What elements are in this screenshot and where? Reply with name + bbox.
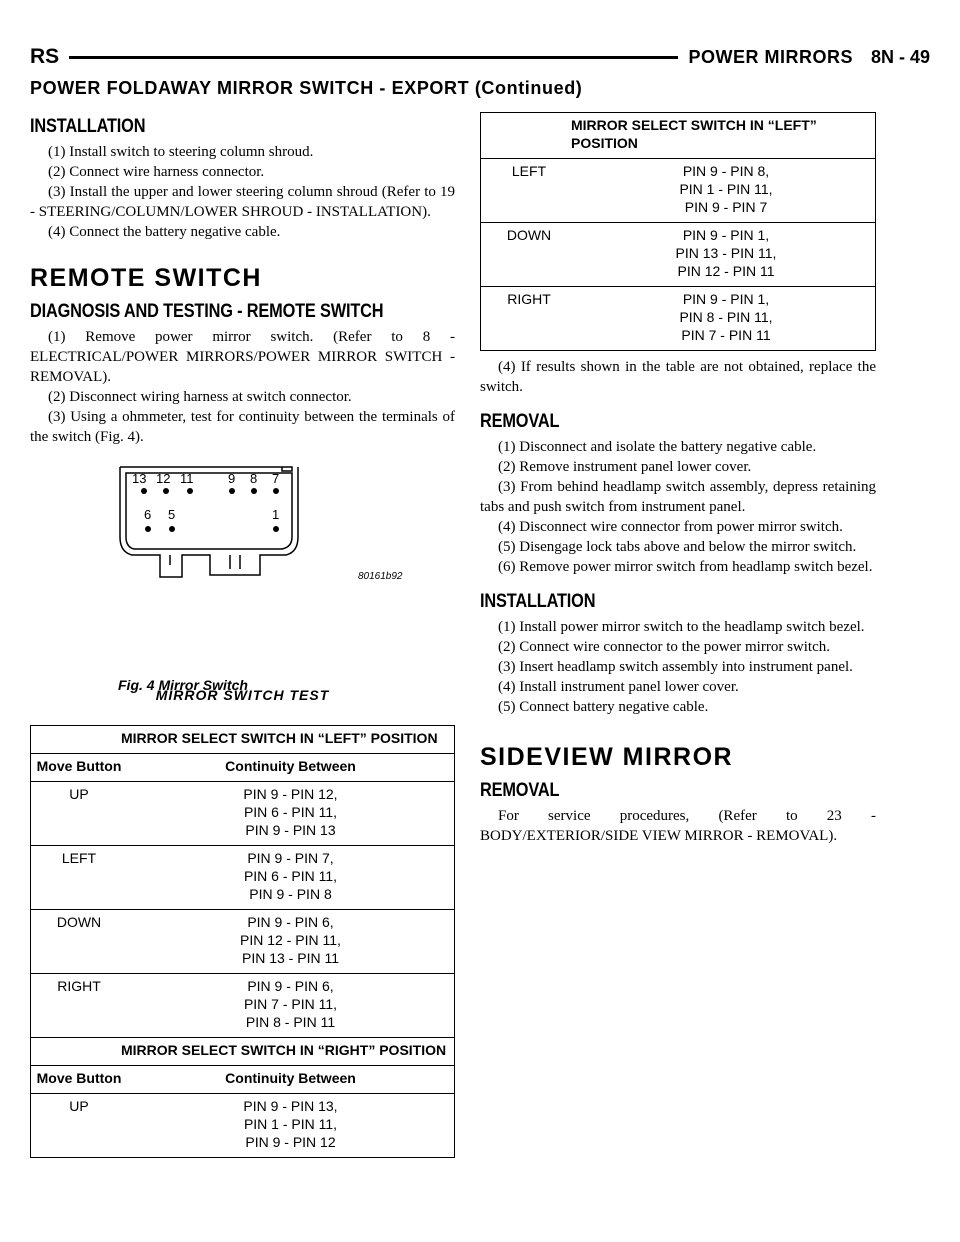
install-step: (5) Connect battery negative cable. — [498, 699, 709, 715]
header-section-code: RS — [30, 45, 60, 68]
page-header — [30, 44, 930, 70]
pin-label: 1 — [272, 507, 280, 522]
row-button: LEFT — [481, 159, 578, 223]
row-pins: PIN 9 - PIN 13, PIN 1 - PIN 11, PIN 9 - PIN 12 — [127, 1094, 455, 1158]
install-step: (3) Insert headlamp switch assembly into instrument panel. — [498, 659, 853, 675]
page-number: 8N - 49 — [870, 46, 930, 67]
pin-label: 6 — [144, 507, 152, 522]
install-step: (1) Install power mirror switch to the headlamp switch bezel. — [498, 619, 865, 635]
table-row — [481, 287, 876, 351]
removal-step: (2) Remove instrument panel lower cover. — [498, 459, 752, 475]
figure-caption: Fig. 4 Mirror Switch — [118, 677, 248, 693]
mirror-switch-diagram — [110, 457, 420, 672]
pin-label: 13 — [132, 471, 147, 486]
row-button: RIGHT — [481, 287, 578, 351]
install-step: (2) Connect wire connector to the power mirror switch. — [498, 639, 830, 655]
removal-step: (5) Disengage lock tabs above and below the mirror switch. — [498, 539, 857, 555]
table-section-header: MIRROR SELECT SWITCH IN “LEFT” POSITION — [481, 113, 876, 159]
table-section-header: MIRROR SELECT SWITCH IN “LEFT” POSITION — [31, 726, 455, 754]
figure-mirror-switch — [30, 455, 455, 693]
install-step: (1) Install switch to steering column shroud. — [48, 144, 314, 160]
col-header-continuity: Continuity Between — [127, 754, 455, 782]
row-pins: PIN 9 - PIN 6, PIN 12 - PIN 11, PIN 13 - PIN 11 — [127, 910, 455, 974]
row-button: DOWN — [31, 910, 128, 974]
col-header-continuity: Continuity Between — [127, 1066, 455, 1094]
left-column — [30, 108, 455, 1158]
table-row — [481, 159, 876, 223]
diag-step: (1) Remove power mirror switch. (Refer to 8 - ELECTRICAL/POWER MIRRORS/POWER MIRROR SWITCH - REMOVAL). — [30, 329, 455, 385]
row-button: UP — [31, 782, 128, 846]
continued-heading: POWER FOLDAWAY MIRROR SWITCH - EXPORT (Continued) — [30, 78, 583, 98]
pin-label: 5 — [168, 507, 176, 522]
removal-step: (1) Disconnect and isolate the battery negative cable. — [498, 439, 817, 455]
diagnosis-heading: DIAGNOSIS AND TESTING - REMOTE SWITCH — [30, 301, 384, 322]
install-step: (4) Install instrument panel lower cover. — [498, 679, 739, 695]
remote-switch-heading: REMOTE SWITCH — [30, 264, 262, 292]
table-note: (4) If results shown in the table are not obtained, replace the switch. — [480, 359, 876, 395]
row-pins: PIN 9 - PIN 6, PIN 7 - PIN 11, PIN 8 - PIN 11 — [127, 974, 455, 1038]
table-row — [31, 910, 455, 974]
figure-code: 80161b92 — [358, 571, 403, 582]
table-row — [31, 846, 455, 910]
table-row — [481, 223, 876, 287]
sideview-mirror-heading: SIDEVIEW MIRROR — [480, 743, 734, 771]
pin-label: 9 — [228, 471, 236, 486]
right-column — [480, 112, 876, 846]
row-button: RIGHT — [31, 974, 128, 1038]
header-title: POWER MIRRORS — [688, 46, 853, 67]
removal-step: (4) Disconnect wire connector from power mirror switch. — [498, 519, 843, 535]
row-pins: PIN 9 - PIN 1, PIN 13 - PIN 11, PIN 12 - PIN 11 — [577, 223, 876, 287]
col-header-button: Move Button — [31, 1066, 128, 1094]
pin-label: 12 — [156, 471, 171, 486]
row-pins: PIN 9 - PIN 1, PIN 8 - PIN 11, PIN 7 - PIN 11 — [577, 287, 876, 351]
pin-label: 8 — [250, 471, 258, 486]
row-pins: PIN 9 - PIN 7, PIN 6 - PIN 11, PIN 9 - PIN 8 — [127, 846, 455, 910]
col-header-button: Move Button — [31, 754, 128, 782]
table-section-header: MIRROR SELECT SWITCH IN “RIGHT” POSITION — [31, 1038, 455, 1066]
install-step: (3) Install the upper and lower steering column shroud (Refer to 19 - STEERING/COLUMN/LOWER SHROUD - INSTALLATION). — [30, 184, 455, 220]
installation-heading: INSTALLATION — [480, 591, 596, 612]
row-pins: PIN 9 - PIN 8, PIN 1 - PIN 11, PIN 9 - PIN 7 — [577, 159, 876, 223]
row-pins: PIN 9 - PIN 12, PIN 6 - PIN 11, PIN 9 - PIN 13 — [127, 782, 455, 846]
row-button: DOWN — [481, 223, 578, 287]
table-row — [31, 782, 455, 846]
table-row — [31, 1094, 455, 1158]
removal-text: For service procedures, (Refer to 23 - BODY/EXTERIOR/SIDE VIEW MIRROR - REMOVAL). — [480, 808, 876, 844]
diag-step: (3) Using a ohmmeter, test for continuity between the terminals of the switch (Fig. 4). — [30, 409, 455, 445]
mirror-switch-test-table-right — [480, 112, 876, 351]
mirror-switch-test-table-left — [30, 725, 455, 1158]
removal-heading: REMOVAL — [480, 411, 560, 432]
row-button: UP — [31, 1094, 128, 1158]
row-button: LEFT — [31, 846, 128, 910]
header-rule — [69, 56, 678, 59]
diag-step: (2) Disconnect wiring harness at switch connector. — [48, 389, 352, 405]
install-step: (4) Connect the battery negative cable. — [48, 224, 281, 240]
removal-heading: REMOVAL — [480, 780, 560, 801]
pin-label: 7 — [272, 471, 280, 486]
pin-label: 11 — [180, 471, 194, 486]
installation-heading: INSTALLATION — [30, 116, 146, 137]
table-title: MIRROR SWITCH TEST — [155, 687, 330, 703]
removal-step: (3) From behind headlamp switch assembly, depress retaining tabs and push switch from instrument panel. — [480, 479, 876, 515]
install-step: (2) Connect wire harness connector. — [48, 164, 265, 180]
table-row — [31, 974, 455, 1038]
removal-step: (6) Remove power mirror switch from headlamp switch bezel. — [498, 559, 873, 575]
